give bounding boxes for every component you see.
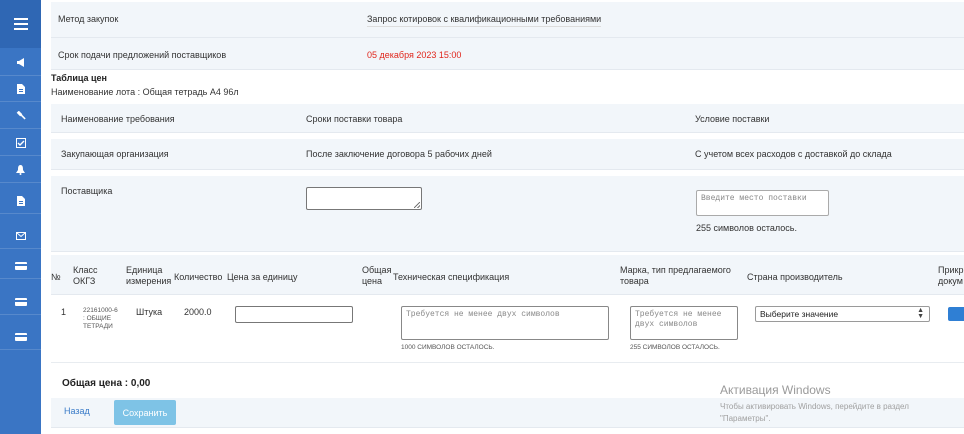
document-icon [17,84,25,94]
sidebar-header [0,0,41,48]
supplier-label: Поставщика [61,186,113,196]
sidebar-item-auctions[interactable] [0,103,41,129]
card-icon [15,262,27,270]
sidebar-item-notifications[interactable] [0,157,41,183]
requirements-org-row [51,139,964,170]
deadline-label: Срок подачи предложений поставщиков [58,50,227,60]
items-table-header [51,255,964,295]
delivery-place-remaining: 255 символов осталось. [696,223,797,233]
checklist-icon [16,138,26,148]
sidebar-item-payments[interactable] [0,253,41,279]
sidebar [0,0,41,434]
file-icon [17,196,25,206]
main-content [41,0,964,434]
attach-button[interactable] [948,307,964,321]
country-select[interactable]: Выберите значение ▲ ▼ [755,306,930,322]
sidebar-item-files[interactable] [0,188,41,214]
sidebar-item-billing[interactable] [0,289,41,315]
gavel-icon [16,111,26,121]
mail-icon [16,232,26,240]
header-qty: Количество [174,272,223,282]
brand-input[interactable]: Требуется не менее двух символов [630,306,738,340]
supplier-term-input[interactable] [306,187,422,210]
card-icon [15,333,27,341]
windows-activation-text: Чтобы активировать Windows, перейдите в раздел "Параметры". [720,402,909,423]
requirements-supplier-row [51,176,964,252]
select-arrows-icon: ▲ ▼ [917,307,924,320]
header-brand: Марка, тип предлагаемого товара [620,265,731,286]
org-term: После заключение договора 5 рабочих дней [306,149,492,159]
sidebar-item-announcements[interactable] [0,50,41,76]
header-okgz: Класс ОКГЗ [73,265,98,286]
sidebar-item-tasks[interactable] [0,130,41,156]
header-tech-spec: Техническая спецификация [393,272,510,282]
row-num: 1 [61,307,67,317]
method-label: Метод закупок [58,14,119,24]
header-total: Общая цена [362,265,392,286]
price-table-title: Таблица цен [51,73,107,83]
header-unit-price: Цена за единицу [227,272,298,282]
windows-activation-title: Активация Windows [720,383,831,397]
megaphone-icon [16,58,26,67]
info-row-deadline [51,38,964,70]
tech-spec-input[interactable]: Требуется не менее двух символов [401,306,609,340]
requirement-name-header: Наименование требования [61,114,175,124]
card-icon [15,298,27,306]
org-label: Закупающая организация [61,149,169,159]
delivery-place-input[interactable]: Введите место поставки [696,190,829,216]
org-condition: С учетом всех расходов с доставкой до склада [695,149,892,159]
lot-name: Наименование лота : Общая тетрадь А4 96л [51,87,239,97]
hamburger-menu-icon[interactable] [14,18,28,30]
method-value: Запрос котировок с квалификационными требованиями [367,14,601,27]
row-okgz: 22161000-6 : ОБЩИЕ ТЕТРАДИ [83,307,118,330]
row-unit: Штука [136,307,163,317]
header-num: № [51,272,61,282]
total-price: Общая цена : 0,00 [62,378,151,389]
table-row [51,297,964,363]
delivery-condition-header: Условие поставки [695,114,770,124]
bell-icon [16,165,25,175]
sidebar-item-documents[interactable] [0,76,41,102]
delivery-term-header: Сроки поставки товара [306,114,403,124]
brand-remaining: 255 СИМВОЛОВ ОСТАЛОСЬ. [630,344,720,351]
deadline-value: 05 декабря 2023 15:00 [367,50,462,60]
save-button[interactable]: Сохранить [114,400,176,425]
tech-spec-remaining: 1000 СИМВОЛОВ ОСТАЛОСЬ. [401,344,495,351]
sidebar-item-messages[interactable] [0,223,41,249]
sidebar-item-accounts[interactable] [0,324,41,350]
info-row-method [51,2,964,38]
row-qty: 2000.0 [184,307,212,317]
unit-price-input[interactable] [235,306,353,323]
header-unit: Единица измерения [126,265,172,286]
header-attach: Прикр докум [938,265,964,286]
requirements-header-row [51,104,964,133]
header-country: Страна производитель [747,272,843,282]
back-link[interactable]: Назад [64,406,90,416]
